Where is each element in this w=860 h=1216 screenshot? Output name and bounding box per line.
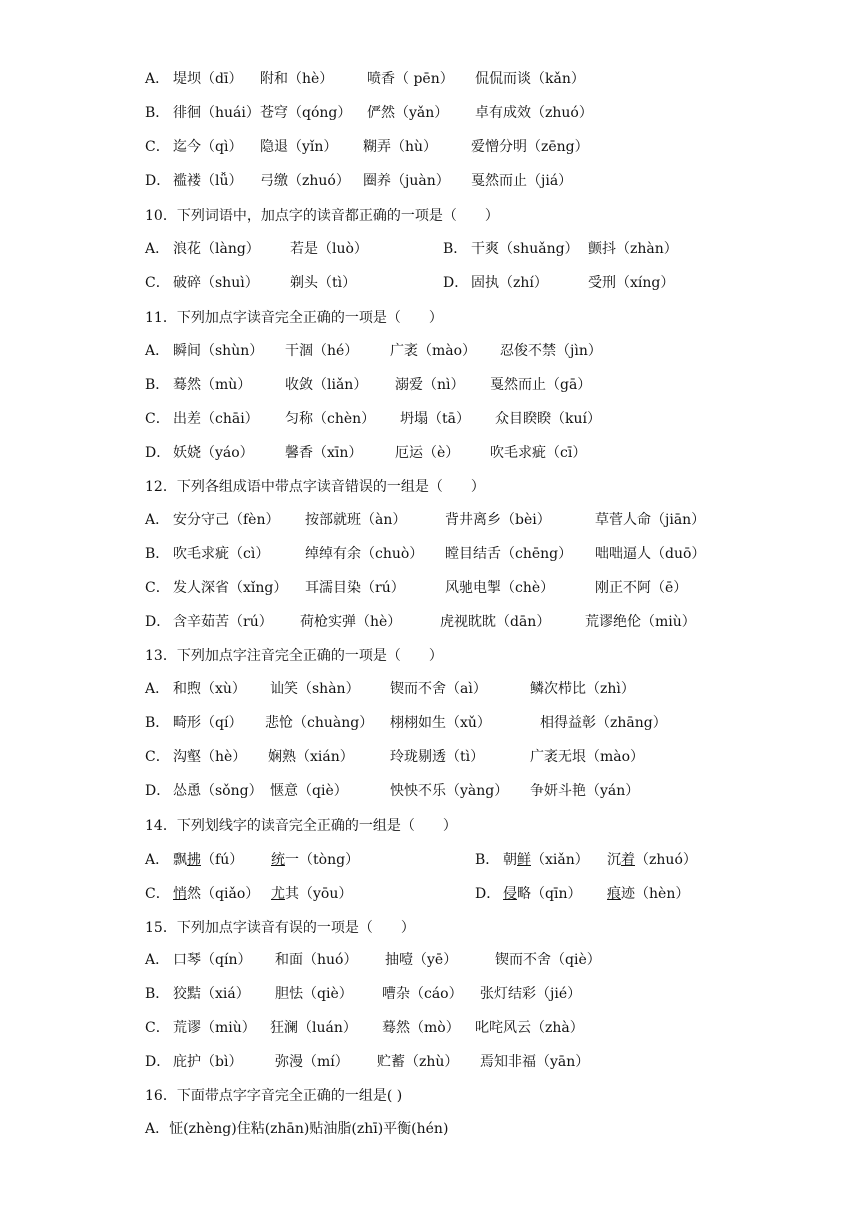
option-item: 馨香（xīn） [285,445,363,461]
option-item: 堤坝（dī） [173,71,243,87]
question-text: 16．下面带点字字音完全正确的一组是( ) [145,1088,403,1104]
option-item: 瞬间（shùn） [173,343,264,359]
option-item: 侃侃而谈（kǎn） [475,71,585,87]
option-item: 若是（luò） [290,241,368,257]
option-item: 虎视眈眈（dān） [440,614,551,630]
option-label: D． [145,1054,171,1070]
option-item: 胆怯（qiè） [275,986,353,1002]
option-row [145,780,845,802]
option-item: 绰绰有余（chuò） [305,546,424,562]
option-item: 俨然（yǎn） [367,105,449,121]
option-row [145,1051,845,1073]
option-item: 剃头（tì） [290,275,357,291]
question-text: 10．下列词语中，加点字的读音都正确的一项是（ ） [145,208,499,224]
option-item: 安分守己（fèn） [173,512,280,528]
option-item: 荒谬（miù） [173,1020,256,1036]
option-item: 惬意（qiè） [270,783,348,799]
option-item: 干爽（shuǎng） [471,241,579,257]
option-label: A． [145,852,170,868]
option-item: 娴熟（xián） [268,749,354,765]
question-text: 14．下列划线字的读音完全正确的一组是（ ） [145,818,457,834]
option-item: 悄然（qiǎo） [173,886,260,902]
option-item: 庇护（bì） [173,1054,243,1070]
option-label: A． [145,681,170,697]
option-label: A． [145,71,170,87]
option-row [145,543,845,565]
option-item: 尤其（yōu） [271,886,353,902]
option-label: C． [145,275,170,291]
option-label: B． [475,852,500,868]
option-item: 破碎（shuì） [173,275,259,291]
question-text: A．怔(zhèng)住粘(zhān)贴油脂(zhī)平衡(hén) [145,1121,449,1137]
option-label: A． [145,512,170,528]
option-item: 迄今（qì） [173,139,243,155]
option-item: 糊弄（hù） [363,139,438,155]
option-item: 统一（tòng） [271,852,360,868]
option-item: 坍塌（tā） [400,411,470,427]
option-item: 和煦（xù） [173,681,246,697]
option-label: B． [145,715,170,731]
option-item: 悲怆（chuàng） [265,715,374,731]
option-item: 畸形（qí） [173,715,243,731]
option-label: D． [475,886,501,902]
option-item: 固执（zhí） [471,275,548,291]
option-item: 苍穹（qóng） [260,105,352,121]
option-row [145,442,845,464]
option-label: C． [145,580,170,596]
option-item: 戛然而止（gā） [490,377,592,393]
option-row [145,712,845,734]
option-item: 叱咤风云（zhà） [475,1020,584,1036]
option-item: 风驰电掣（chè） [445,580,555,596]
option-row [145,577,845,599]
option-item: 相得益彰（zhāng） [540,715,667,731]
option-row [145,1017,845,1039]
option-item: 厄运（è） [395,445,460,461]
option-item: 吹毛求疵（cī） [490,445,587,461]
option-item: 广袤无垠（mào） [530,749,645,765]
option-row [145,611,845,633]
option-label: C． [145,1020,170,1036]
option-item: 戛然而止（jiá） [471,173,573,189]
question-text: 13．下列加点字注音完全正确的一项是（ ） [145,648,443,664]
option-item: 荷枪实弹（hè） [300,614,402,630]
option-row [145,678,845,700]
option-item: 含辛茹苦（rú） [173,614,273,630]
option-item: 飘拂（fú） [173,852,244,868]
option-item: 吹毛求疵（cì） [173,546,270,562]
option-item: 沉着（zhuó） [607,852,697,868]
question-text: 11．下列加点字读音完全正确的一项是（ ） [145,310,443,326]
option-label: B． [145,377,170,393]
option-item: 干涸（hé） [285,343,359,359]
option-item: 荒谬绝伦（miù） [585,614,696,630]
option-item: 附和（hè） [260,71,334,87]
option-row [145,136,845,158]
option-item: 耳濡目染（rú） [305,580,405,596]
option-item: 怂恿（sǒng） [173,783,263,799]
option-label: C． [145,886,170,902]
option-row [145,272,845,294]
option-item: 咄咄逼人（duō） [595,546,706,562]
option-item: 受刑（xíng） [588,275,675,291]
option-item: 按部就班（àn） [305,512,407,528]
option-row [145,983,845,1005]
option-item: 沟壑（hè） [173,749,247,765]
option-item: 众目睽睽（kuí） [495,411,601,427]
option-item: 弥漫（mí） [275,1054,349,1070]
option-item: 爱憎分明（zēng） [471,139,589,155]
option-item: 卓有成效（zhuó） [475,105,593,121]
option-item: 鳞次栉比（zhì） [530,681,635,697]
question-text: 12．下列各组成语中带点字读音错误的一组是（ ） [145,479,485,495]
option-item: 蓦然（mò） [382,1020,460,1036]
option-label: B． [443,241,468,257]
option-label: D． [145,614,171,630]
option-item: 隐退（yǐn） [260,139,338,155]
option-item: 妖娆（yáo） [173,445,254,461]
option-item: 贮蓄（zhù） [377,1054,459,1070]
question-text: 15．下列加点字读音有误的一项是（ ） [145,920,415,936]
option-item: 侵略（qīn） [503,886,582,902]
option-item: 溺爱（nì） [395,377,465,393]
option-label: B． [145,546,170,562]
option-label: C． [145,411,170,427]
option-row [145,883,845,905]
option-row [145,68,845,90]
option-item: 锲而不舍（qiè） [495,952,601,968]
option-row [145,340,845,362]
option-row [145,102,845,124]
option-item: 刚正不阿（ē） [595,580,688,596]
option-label: D． [145,783,171,799]
option-item: 朝鲜（xiǎn） [503,852,589,868]
option-item: 圈养（juàn） [363,173,450,189]
option-item: 痕迹（hèn） [607,886,690,902]
option-item: 争妍斗艳（yán） [530,783,640,799]
option-row [145,170,845,192]
option-item: 张灯结彩（jié） [480,986,582,1002]
option-item: 蓦然（mù） [173,377,252,393]
option-item: 栩栩如生（xǔ） [390,715,491,731]
option-item: 和面（huó） [275,952,358,968]
option-item: 徘徊（huái） [173,105,260,121]
option-item: 瞠目结舌（chēng） [445,546,573,562]
option-row [145,949,845,971]
option-row [145,509,845,531]
option-row [145,746,845,768]
option-label: A． [145,952,170,968]
option-item: 喷香（ pēn） [367,71,454,87]
option-item: 狡黠（xiá） [173,986,250,1002]
option-label: B． [145,986,170,1002]
option-item: 焉知非福（yān） [480,1054,590,1070]
option-item: 出差（chāi） [173,411,259,427]
option-item: 嘈杂（cáo） [382,986,463,1002]
option-label: D． [145,445,171,461]
option-item: 锲而不舍（aì） [390,681,487,697]
option-label: D． [443,275,469,291]
option-item: 广袤（mào） [390,343,477,359]
option-item: 发人深省（xǐng） [173,580,288,596]
option-item: 狂澜（luán） [270,1020,357,1036]
option-item: 草菅人命（jiān） [595,512,706,528]
option-item: 口琴（qín） [173,952,252,968]
option-row [145,408,845,430]
option-item: 匀称（chèn） [285,411,376,427]
option-item: 怏怏不乐（yàng） [390,783,509,799]
option-label: A． [145,343,170,359]
option-label: A． [145,241,170,257]
option-item: 弓缴（zhuó） [260,173,350,189]
option-item: 背井离乡（bèi） [445,512,551,528]
option-item: 玲珑剔透（tì） [390,749,485,765]
option-item: 忍俊不禁（jìn） [500,343,602,359]
option-label: C． [145,139,170,155]
option-row [145,849,845,871]
option-item: 褴褛（lǚ） [173,173,243,189]
option-item: 抽噎（yē） [385,952,458,968]
option-label: C． [145,749,170,765]
option-label: D． [145,173,171,189]
option-item: 颤抖（zhàn） [588,241,678,257]
option-item: 收敛（liǎn） [285,377,368,393]
option-label: B． [145,105,170,121]
option-item: 浪花（làng） [173,241,260,257]
option-row [145,374,845,396]
option-item: 讪笑（shàn） [270,681,360,697]
option-row [145,238,845,260]
